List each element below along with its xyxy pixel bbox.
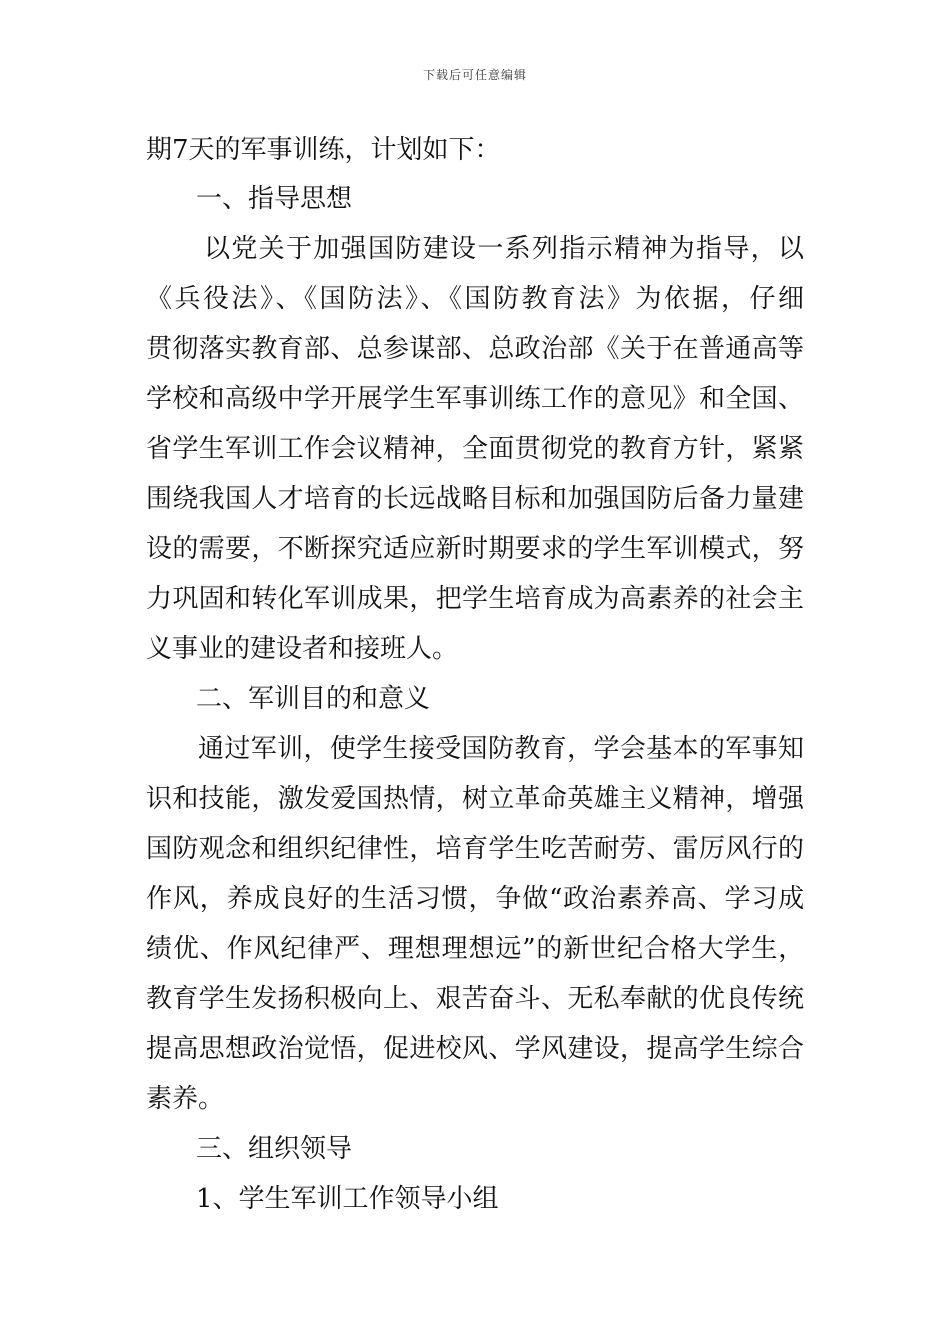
text-line: 通过军训，使学生接受国防教育，学会基本的军事知 bbox=[198, 734, 805, 764]
text-line: 绩优、作风纪律严、理想理想远”的新世纪合格大学生， bbox=[146, 934, 806, 964]
text-line: 《兵役法》、《国防法》、《国防教育法》为依据，仔细 bbox=[146, 284, 807, 314]
text-line: 围绕我国人才培育的长远战略目标和加强国防后备力量建 bbox=[146, 484, 805, 514]
text-line: 学校和高级中学开展学生军事训练工作的意见》和全国、 bbox=[146, 384, 805, 414]
text-line: 省学生军训工作会议精神，全面贯彻党的教育方针，紧紧 bbox=[146, 434, 805, 464]
text-line: 教育学生发扬积极向上、艰苦奋斗、无私奉献的优良传统 bbox=[146, 984, 805, 1014]
text-line: 期7天的军事训练，计划如下： bbox=[146, 135, 501, 165]
text-line: 力巩固和转化军训成果，把学生培育成为高素养的社会主 bbox=[146, 584, 805, 614]
subsection-heading: 1、学生军训工作领导小组 bbox=[196, 1184, 499, 1214]
section-heading: 一、指导思想 bbox=[196, 184, 353, 214]
text-line: 作风，养成良好的生活习惯，争做“政治素养高、学习成 bbox=[146, 884, 806, 914]
text-line: 提高思想政治觉悟，促进校风、学风建设，提高学生综合 bbox=[146, 1034, 805, 1064]
text-line: 识和技能，激发爱国热情，树立革命英雄主义精神，增强 bbox=[146, 784, 805, 814]
text-line: 义事业的建设者和接班人。 bbox=[146, 634, 459, 664]
text-line: 以党关于加强国防建设一系列指示精神为指导，以 bbox=[204, 234, 806, 264]
page-header: 下载后可任意编辑 bbox=[422, 68, 527, 82]
text-line: 素养。 bbox=[146, 1084, 225, 1114]
text-line: 贯彻落实教育部、总参谋部、总政治部《关于在普通高等 bbox=[146, 334, 805, 364]
text-line: 设的需要，不断探究适应新时期要求的学生军训模式，努 bbox=[146, 534, 805, 564]
text-line: 国防观念和组织纪律性，培育学生吃苦耐劳、雷厉风行的 bbox=[146, 834, 805, 864]
section-heading: 二、军训目的和意义 bbox=[196, 684, 431, 714]
section-heading: 三、组织领导 bbox=[196, 1134, 353, 1164]
